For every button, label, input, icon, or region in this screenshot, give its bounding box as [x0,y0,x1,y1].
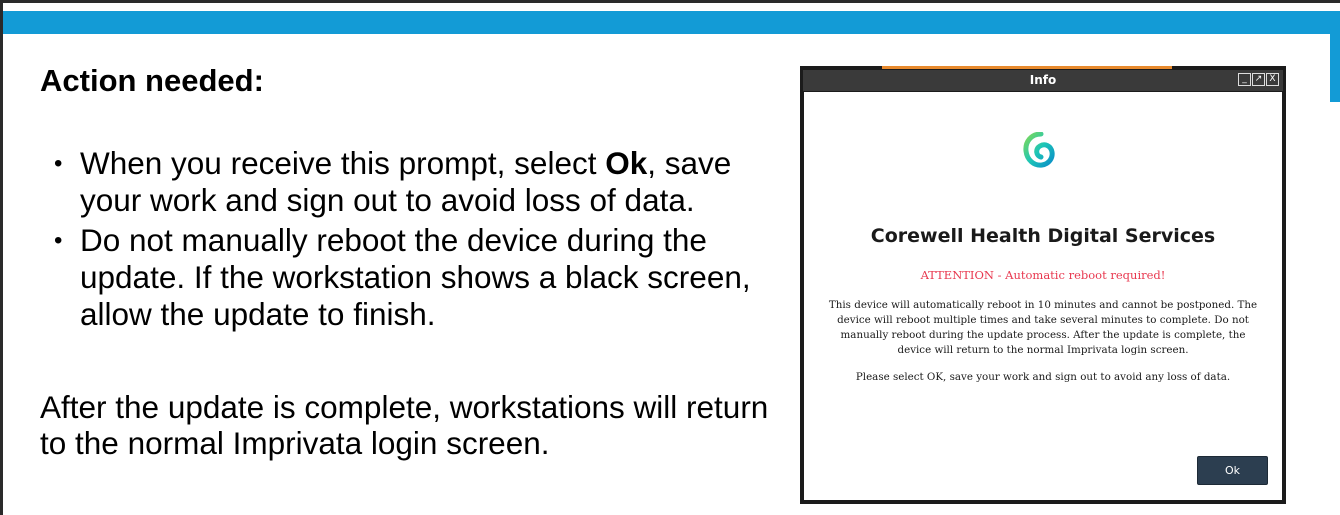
slide-content [40,63,780,461]
info-dialog [800,66,1286,504]
bullet-dot-icon: • [54,150,63,177]
dialog-titlebar[interactable] [803,70,1283,91]
window-controls [1238,73,1279,86]
bullet-text-after: , save your work and sign out to avoid loss of data. [80,145,732,218]
right-accent-edge [1330,34,1340,102]
bullet-list [40,145,780,333]
bullet-item-reboot [40,222,780,333]
attention-text: ATTENTION - Automatic reboot required! [920,268,1166,282]
dialog-body [804,92,1282,500]
corewell-logo-icon [1023,132,1055,168]
dialog-message: This device will automatically reboot in 10 minutes and cannot be postponed. The device will reboot multiple times and take several minutes to complete. Do not manually reboot during the update process. After the update is complete, the device will return to the normal Imprivata login screen. [828,299,1258,356]
maximize-icon[interactable]: ↗ [1252,73,1265,86]
slide-heading: Action needed: [40,63,264,98]
bullet-text: Do not manually reboot the device during the update. If the workstation shows a black screen, allow the update to finish. [80,222,751,332]
bullet-text-bold: Ok [605,145,648,181]
close-icon[interactable]: X [1266,73,1279,86]
bullet-item-ok [40,145,780,219]
org-title: Corewell Health Digital Services [870,225,1216,247]
top-strip [3,3,1340,11]
bullet-dot-icon: • [54,227,63,254]
bullet-text-before: When you receive this prompt, select [80,145,606,181]
dialog-top-accent [882,66,1172,69]
footer-note: After the update is complete, workstations will return to the normal Imprivata login screen. [40,389,769,461]
top-accent-bar [3,11,1340,34]
ok-button[interactable]: Ok [1197,456,1268,485]
dialog-prompt: Please select OK, save your work and sign out to avoid any loss of data. [855,371,1231,383]
dialog-title: Info [1029,73,1057,87]
minimize-icon[interactable]: _ [1238,73,1251,86]
